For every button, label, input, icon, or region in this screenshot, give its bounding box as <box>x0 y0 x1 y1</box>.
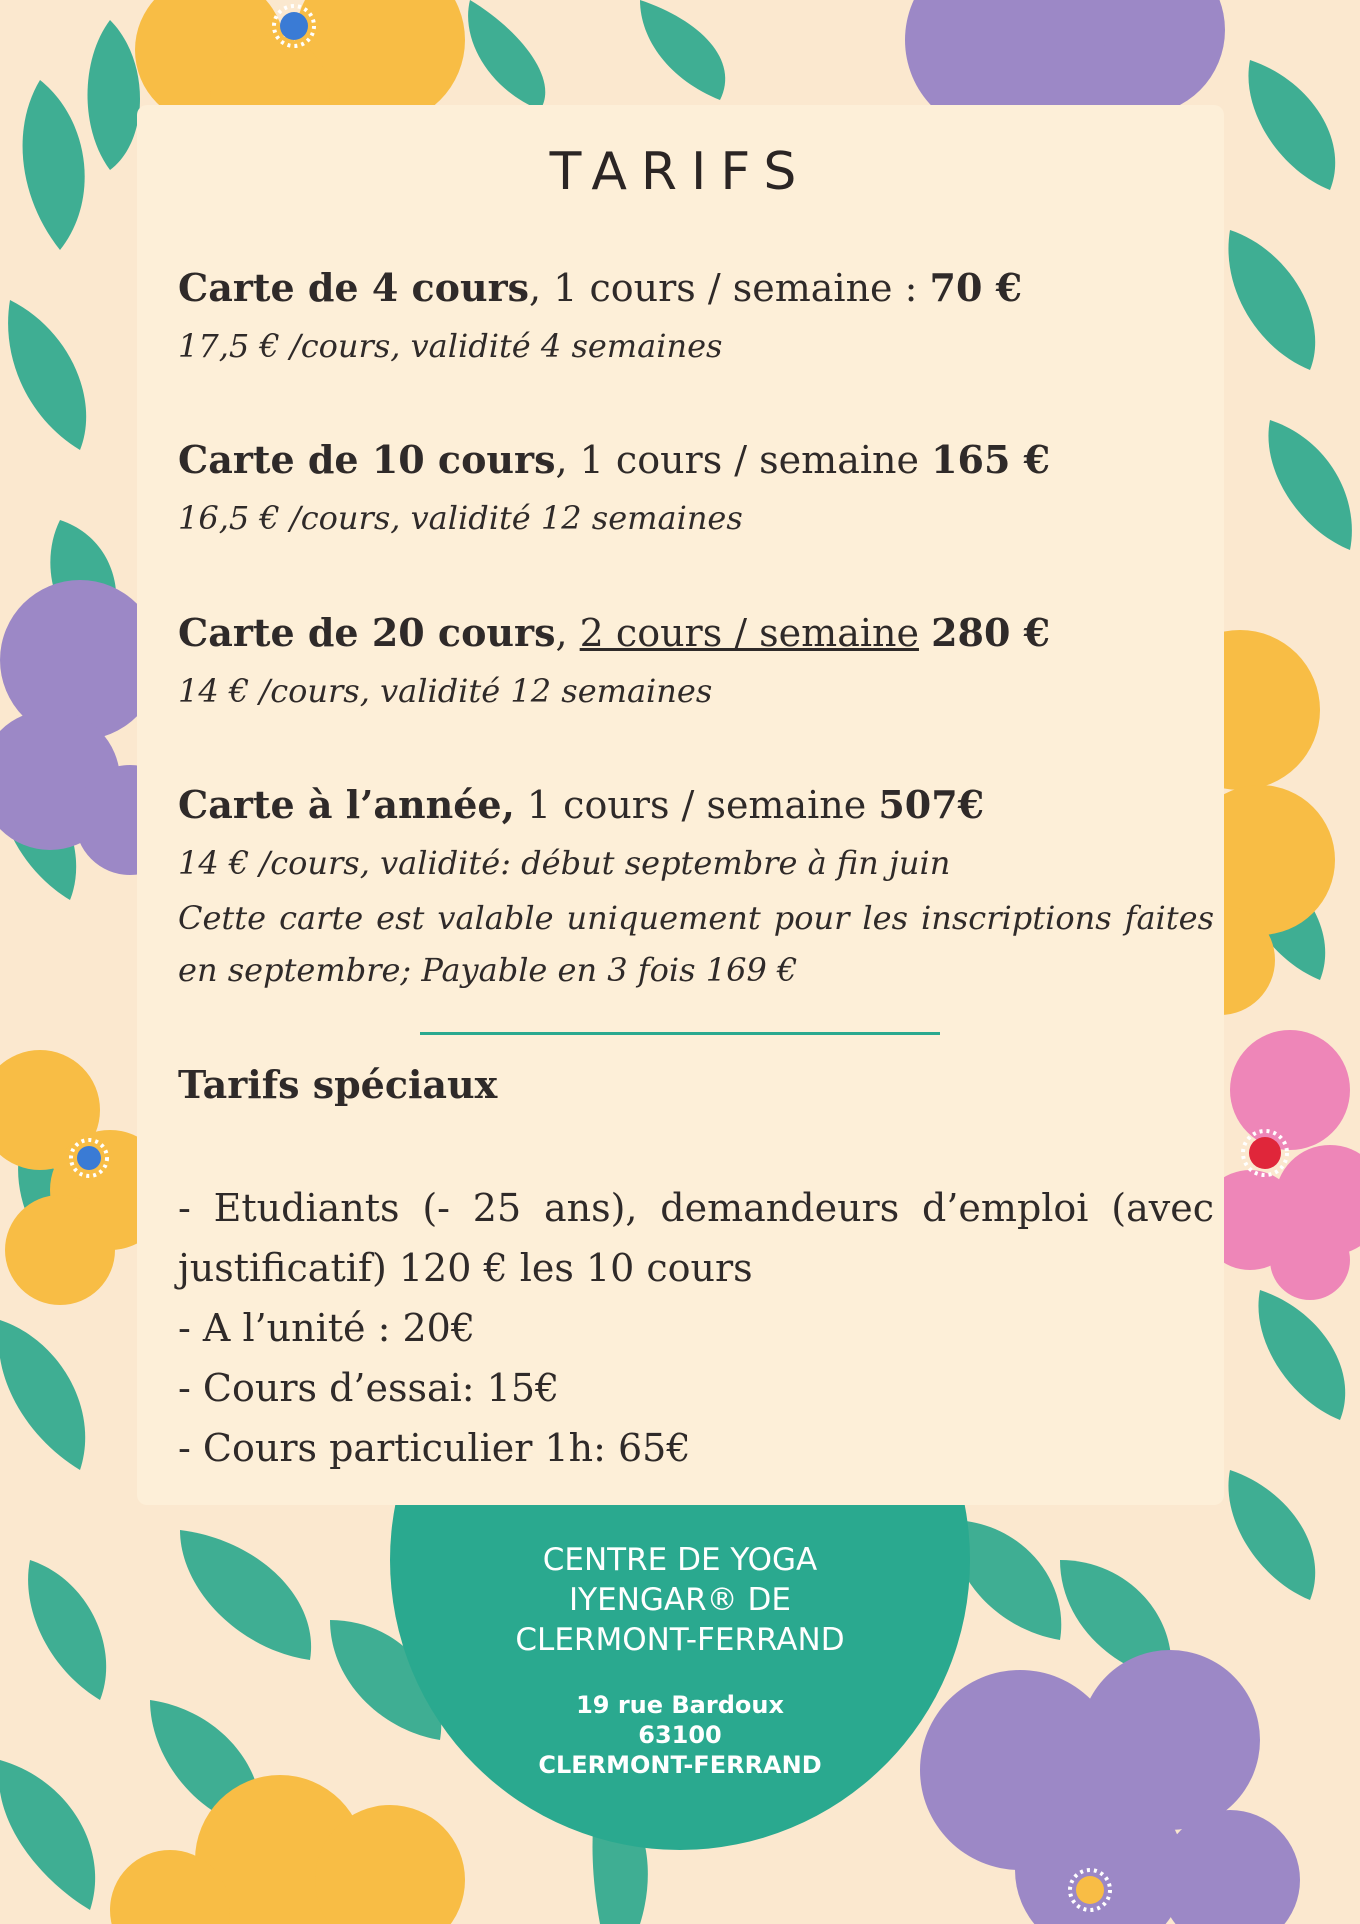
offer-line <box>178 782 984 829</box>
offer-frequency: 2 cours / semaine <box>579 611 919 655</box>
offer-name: Carte de 4 cours <box>178 265 530 310</box>
offer-detail: 14 € /cours, validité 12 semaines <box>178 672 713 710</box>
offer-detail: 14 € /cours, validité: début septembre à fin juin <box>178 844 951 882</box>
offer-price: 70 € <box>929 265 1023 310</box>
offer-separator: , <box>555 438 568 482</box>
offer-line <box>178 610 1050 657</box>
offer-line <box>178 265 1022 312</box>
address-line: 63100 <box>638 1721 722 1749</box>
offer-separator: , <box>529 266 542 310</box>
offer-frequency: 1 cours / semaine <box>526 783 867 827</box>
offer-detail: 17,5 € /cours, validité 4 semaines <box>178 327 723 365</box>
price-prefix <box>919 611 931 655</box>
offer-name: Carte de 20 cours <box>178 610 556 655</box>
special-rates-list <box>178 1178 1214 1478</box>
page-title: TARIFS <box>549 142 811 202</box>
price-prefix <box>919 438 931 482</box>
offer-separator: , <box>555 611 568 655</box>
offer-frequency: 1 cours / semaine <box>553 266 893 310</box>
address-line: 19 rue Bardoux <box>576 1691 784 1719</box>
offer-price: 165 € <box>931 437 1051 482</box>
special-rates-title: Tarifs spéciaux <box>178 1062 498 1107</box>
price-prefix <box>866 783 878 827</box>
address-line: CLERMONT-FERRAND <box>538 1751 822 1779</box>
offer-frequency: 1 cours / semaine <box>579 438 919 482</box>
special-rate-item: - Etudiants (- 25 ans), demandeurs d’emploi (avec justificatif) 120 € les 10 cours <box>178 1186 1214 1290</box>
annual-card-note: Cette carte est valable uniquement pour les inscriptions faites en septembre; Payable en 3 fois 169 € <box>178 899 1214 989</box>
special-rate-item: - Cours d’essai: 15€ <box>178 1366 560 1410</box>
offer-price: 507€ <box>878 782 985 827</box>
offer-price: 280 € <box>931 610 1051 655</box>
price-prefix: : <box>892 266 930 310</box>
org-line: IYENGAR® DE <box>569 1582 791 1618</box>
pink-flower-decoration <box>1200 1030 1360 1300</box>
offer-name: Carte de 10 cours <box>178 437 556 482</box>
section-divider <box>420 1032 940 1035</box>
offer-detail: 16,5 € /cours, validité 12 semaines <box>178 499 743 537</box>
org-line: CENTRE DE YOGA <box>542 1542 818 1578</box>
special-rate-item: - A l’unité : 20€ <box>178 1306 476 1350</box>
offer-name: Carte à l’année, <box>178 782 515 827</box>
organization-name <box>0 1540 1360 1660</box>
special-rate-item: - Cours particulier 1h: 65€ <box>178 1426 691 1470</box>
offer-line <box>178 437 1050 484</box>
org-line: CLERMONT-FERRAND <box>515 1622 845 1658</box>
address <box>0 1690 1360 1780</box>
